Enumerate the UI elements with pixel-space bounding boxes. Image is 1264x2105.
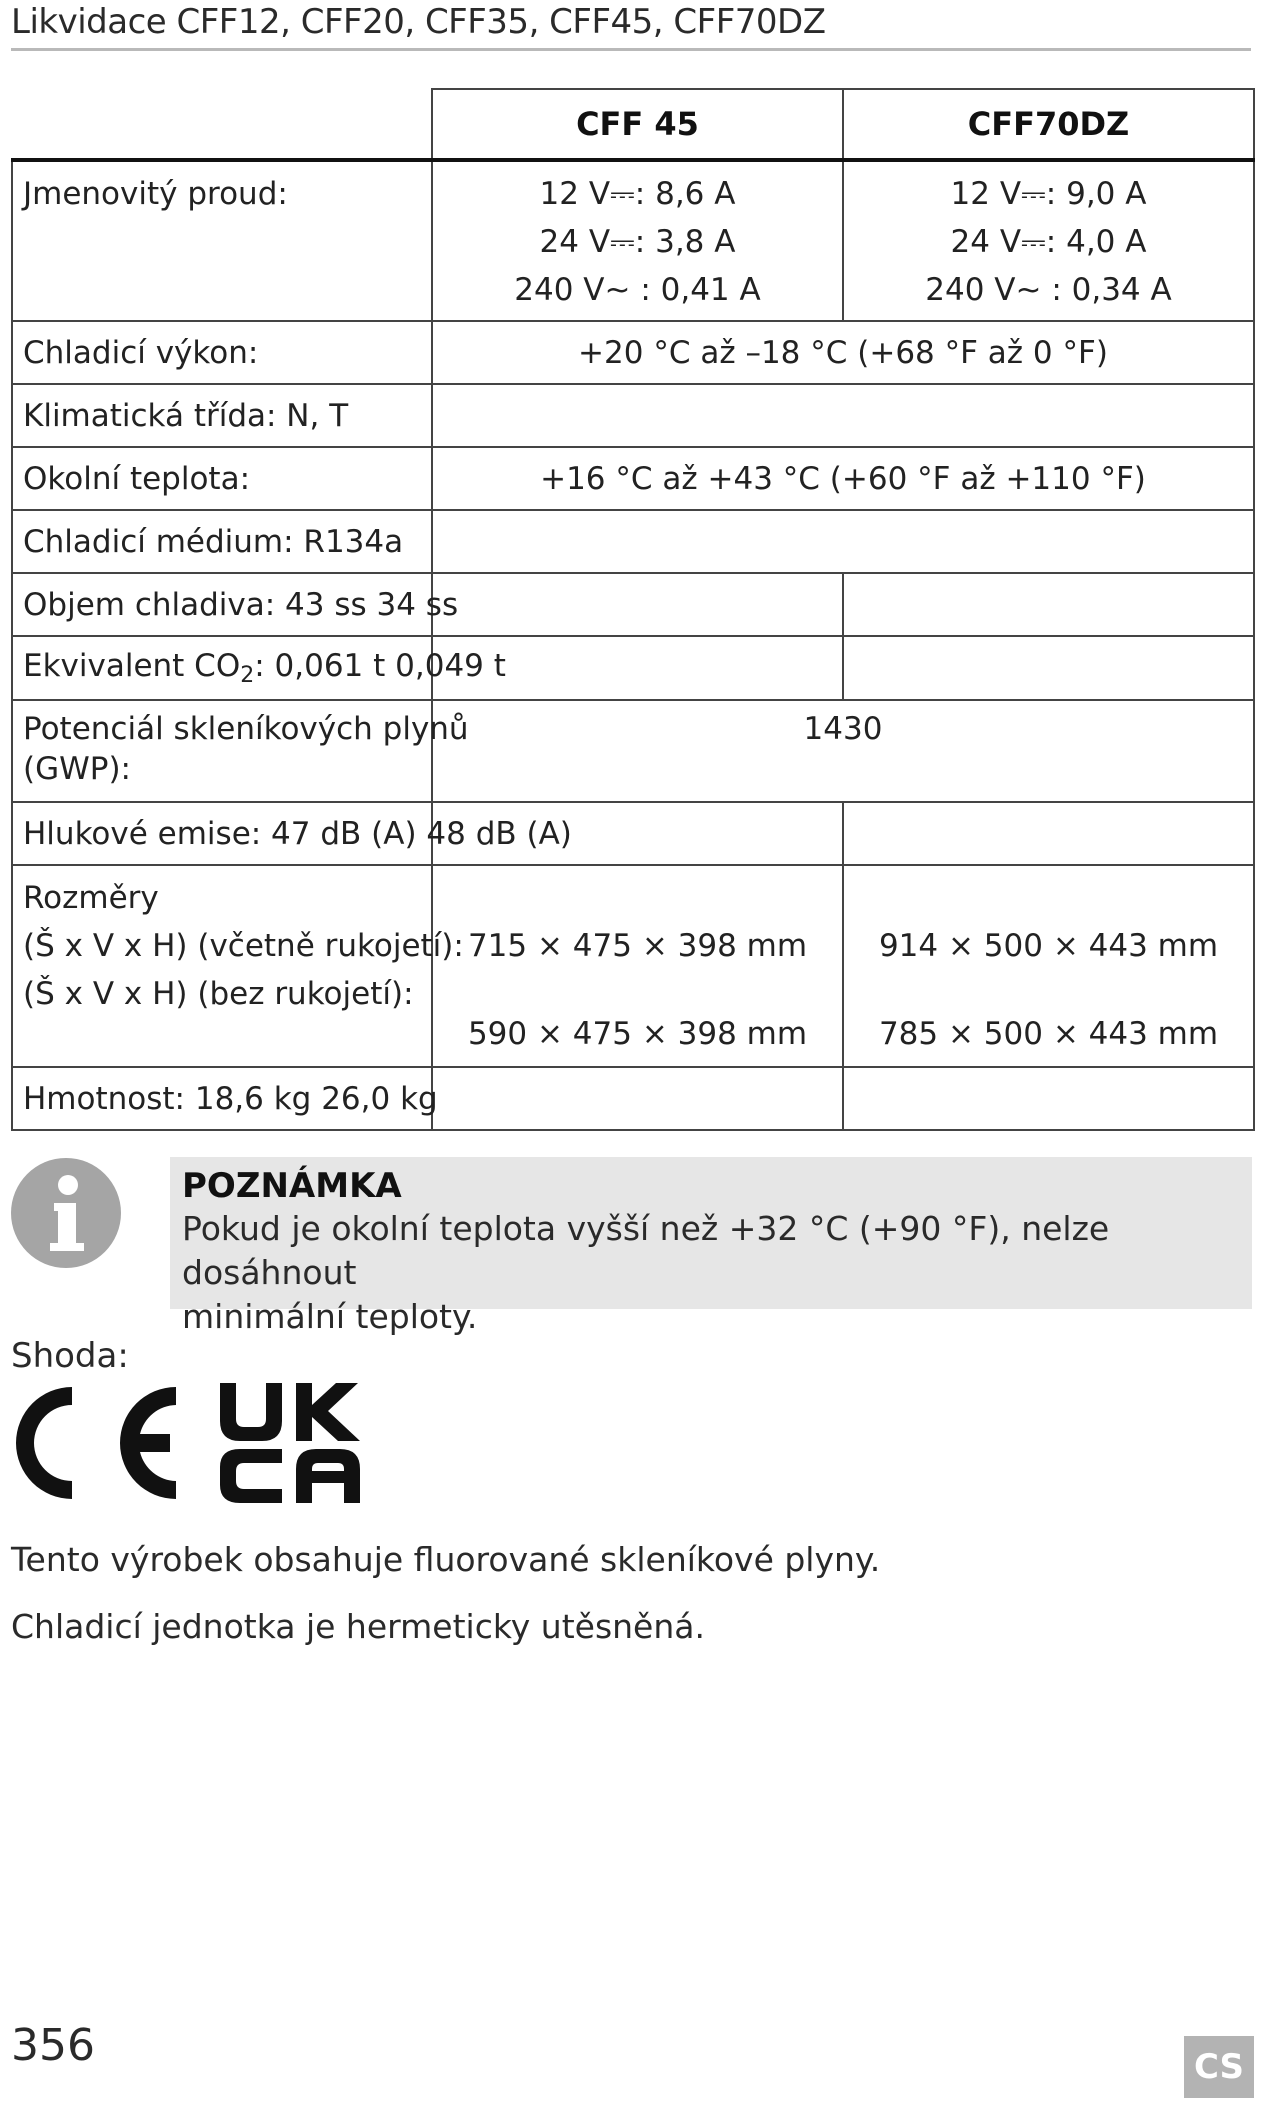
table-row-rated-current [12, 160, 1254, 321]
dimensions-label: Rozměry (Š x V x H) (včetně rukojetí): (Š x V x H) (bez rukojetí): [12, 865, 432, 1067]
table-row-noise [12, 802, 1254, 865]
climate-class-label: Klimatická třída: N, T [12, 384, 432, 447]
conformity-marks [10, 1383, 390, 1505]
co2-label: Ekvivalent $CO_2$: 0,061 t 0,049 t [12, 636, 432, 700]
page-number: 356 [11, 2020, 95, 2071]
column-header-cff45: CFF 45 [432, 89, 843, 160]
weight-label: Hmotnost: 18,6 kg 26,0 kg [12, 1067, 432, 1130]
table-row-ambient [12, 447, 1254, 510]
table-row-co2 [12, 636, 1254, 700]
hermetic-seal-text: Chladicí jednotka je hermeticky utěsněná. [11, 1607, 705, 1646]
table-row-gwp [12, 700, 1254, 802]
dimensions-cff45: 715 × 475 × 398 mm 590 × 475 × 398 mm [432, 865, 843, 1067]
rated-current-cff70dz: 12 V⎓: 9,0 A 24 V⎓: 4,0 A 240 V∼ : 0,34 A [843, 160, 1254, 321]
ukca-mark-icon [220, 1383, 390, 1505]
table-row-dimensions [12, 865, 1254, 1067]
page-header-title: Likvidace CFF12, CFF20, CFF35, CFF45, CFF70DZ [11, 2, 1251, 51]
note-text-line2: minimální teploty. [182, 1297, 478, 1336]
co2-cff70dz [843, 636, 1254, 700]
refrigerant-value [432, 510, 1254, 573]
cooling-label: Chladicí výkon: [12, 321, 432, 384]
table-header-row [12, 89, 1254, 160]
cooling-value: +20 °C až –18 °C (+68 °F až 0 °F) [432, 321, 1254, 384]
conformity-label: Shoda: [11, 1336, 129, 1376]
gwp-value: 1430 [432, 700, 1254, 802]
climate-class-value [432, 384, 1254, 447]
ambient-label: Okolní teplota: [12, 447, 432, 510]
fluorinated-gases-text: Tento výrobek obsahuje fluorované skleníkové plyny. [11, 1540, 881, 1579]
noise-cff70dz [843, 802, 1254, 865]
table-row-climate-class [12, 384, 1254, 447]
weight-cff70dz [843, 1067, 1254, 1130]
spec-table [11, 88, 1255, 1131]
note-title: POZNÁMKA [182, 1166, 402, 1206]
noise-label: Hlukové emise: 47 dB (A) 48 dB (A) [12, 802, 432, 865]
rated-current-label: Jmenovitý proud: [12, 160, 432, 321]
table-row-weight [12, 1067, 1254, 1130]
note-box [170, 1157, 1252, 1336]
refrigerant-volume-label: Objem chladiva: 43 ss 34 ss [12, 573, 432, 636]
dimensions-cff70dz: 914 × 500 × 443 mm 785 × 500 × 443 mm [843, 865, 1254, 1067]
language-badge: CS [1184, 2036, 1254, 2098]
refrigerant-volume-cff45 [432, 573, 843, 636]
ambient-value: +16 °C až +43 °C (+60 °F až +110 °F) [432, 447, 1254, 510]
rated-current-cff45: 12 V⎓: 8,6 A 24 V⎓: 3,8 A 240 V∼ : 0,41 A [432, 160, 843, 321]
note-text-line1: Pokud je okolní teplota vyšší než +32 °C (+90 °F), nelze dosáhnout [182, 1209, 1110, 1292]
table-row-cooling [12, 321, 1254, 384]
refrigerant-volume-cff70dz [843, 573, 1254, 636]
info-icon [10, 1157, 122, 1269]
column-header-cff70dz: CFF70DZ [843, 89, 1254, 160]
table-row-refrigerant-volume [12, 573, 1254, 636]
gwp-label: Potenciál skleníkových plynů (GWP): [12, 700, 432, 802]
table-row-refrigerant [12, 510, 1254, 573]
weight-cff45 [432, 1067, 843, 1130]
refrigerant-label: Chladicí médium: R134a [12, 510, 432, 573]
header-blank-cell [12, 89, 432, 160]
